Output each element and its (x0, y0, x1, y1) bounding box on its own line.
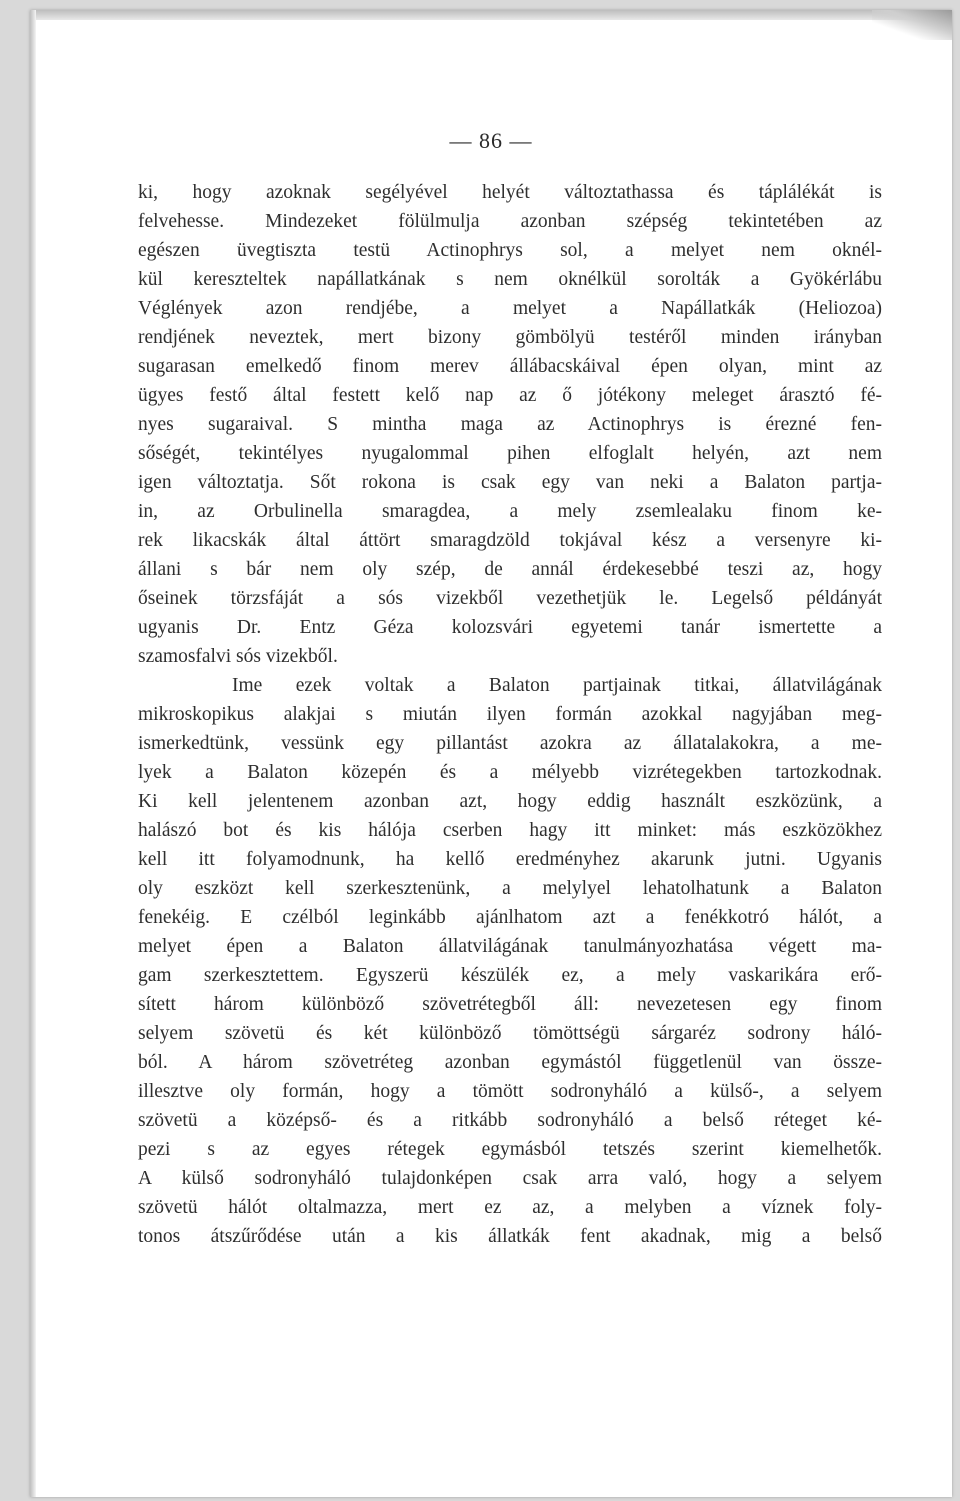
text-line: egészen üvegtiszta testü Actinophrys sol, a melyet nem oknél- (138, 240, 882, 261)
text-line: állani s bár nem oly szép, de annál érdekesebbé teszi az, hogy (138, 559, 882, 580)
scan-edge-top (30, 10, 952, 20)
text-line: felvehesse. Mindezeket fölülmulja azonban szépség tekintetében az (138, 211, 882, 232)
text-line: ki, hogy azoknak segélyével helyét változtathassa és táplálékát is (138, 182, 882, 203)
text-line: ból. A három szövetréteg azonban egymástól függetlenül van össze- (138, 1052, 882, 1073)
text-line: sőségét, tekintélyes nyugalommal pihen elfoglalt helyén, azt nem (138, 443, 882, 464)
text-line: Véglények azon rendjébe, a melyet a Napállatkák (Heliozoa) (138, 298, 882, 319)
text-line: Ime ezek voltak a Balaton partjainak titkai, állatvilágának (232, 675, 882, 696)
text-line: nyes sugaraival. S mintha maga az Actinophrys is érezné fen- (138, 414, 882, 435)
text-line: in, az Orbulinella smaragdea, a mely zsemlealaku finom ke- (138, 501, 882, 522)
text-line: kül kereszteltek napállatkának s nem oknélkül sorolták a Gyökérlábu (138, 269, 882, 290)
text-line: szövetü hálót oltalmazza, mert ez az, a melyben a víznek foly- (138, 1197, 882, 1218)
text-line: lyek a Balaton közepén és a mélyebb vizrétegekben tartozkodnak. (138, 762, 882, 783)
text-line: halászó bot és kis hálója cserben hagy itt minket: más eszközökhez (138, 820, 882, 841)
text-line: ismerkedtünk, vessünk egy pillantást azokra az állatalakokra, a me- (138, 733, 882, 754)
text-line: sugarasan emelkedő finom merev állábacskáival épen olyan, mint az (138, 356, 882, 377)
text-line: melyet épen a Balaton állatvilágának tanulmányozhatása végett ma- (138, 936, 882, 957)
text-line: illesztve oly formán, hogy a tömött sodronyháló a külső-, a selyem (138, 1081, 882, 1102)
text-line: szövetü a középső- és a ritkább sodronyháló a belső réteget ké- (138, 1110, 882, 1131)
page-number: — 86 — (449, 128, 533, 153)
text-line: gam szerkesztettem. Egyszerü készülék ez, a mely vaskarikára erő- (138, 965, 882, 986)
text-line: szamosfalvi sós vizekből. (138, 646, 338, 667)
text-line: Ki kell jelentenem azonban azt, hogy eddig használt eszközünk, a (138, 791, 882, 812)
text-line: mikroskopikus alakjai s miután ilyen formán azokkal nagyjában meg- (138, 704, 882, 725)
scanned-page (30, 10, 952, 1497)
text-line: selyem szövetü és két különböző tömöttségü sárgaréz sodrony háló- (138, 1023, 882, 1044)
text-line: sített három különböző szövetrétegből áll: nevezetesen egy finom (138, 994, 882, 1015)
text-line: rendjének neveztek, mert bizony gömbölyü testéről minden irányban (138, 327, 882, 348)
text-line: fenekéig. E czélból leginkább ajánlhatom azt a fenékkotró hálót, a (138, 907, 882, 928)
text-line: oly eszközt kell szerkesztenünk, a melylyel lehatolhatunk a Balaton (138, 878, 882, 899)
body-text (138, 178, 882, 1251)
text-line: pezi s az egyes rétegek egymásból tetszés szerint kiemelhetők. (138, 1139, 882, 1160)
text-line: ügyes festő által festett kelő nap az ő jótékony meleget árasztó fé- (138, 385, 882, 406)
text-line: ugyanis Dr. Entz Géza kolozsvári egyetemi tanár ismertette a (138, 617, 882, 638)
scan-edge-left (30, 10, 36, 1497)
text-line: A külső sodronyháló tulajdonképen csak arra való, hogy a selyem (138, 1168, 882, 1189)
text-line: rek likacskák által áttört smaragdzöld tokjával kész a versenyre ki- (138, 530, 882, 551)
text-line: igen változtatja. Sőt rokona is csak egy van neki a Balaton partja- (138, 472, 882, 493)
text-line: tonos átszűrődése után a kis állatkák fent akadnak, mig a belső (138, 1226, 882, 1247)
text-line: őseinek törzsfáját a sós vizekből vezethetjük le. Legelső példányát (138, 588, 882, 609)
text-line: kell itt folyamodnunk, ha kellő eredményhez akarunk jutni. Ugyanis (138, 849, 882, 870)
page-corner-fold (872, 10, 952, 40)
